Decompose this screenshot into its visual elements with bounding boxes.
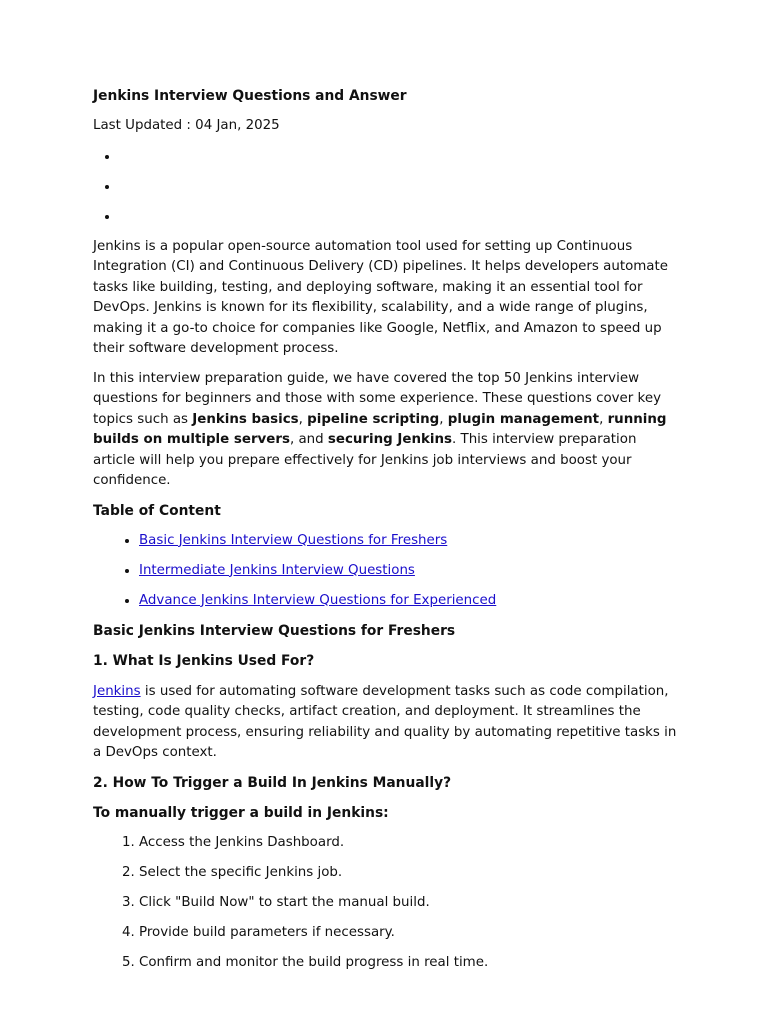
toc-title: Table of Content bbox=[93, 502, 221, 519]
toc-link-intermediate[interactable]: Intermediate Jenkins Interview Questions bbox=[139, 562, 415, 578]
table-of-content bbox=[93, 531, 678, 611]
toc-item bbox=[139, 561, 678, 581]
empty-bullet bbox=[119, 177, 678, 197]
question-2-subheading: To manually trigger a build in Jenkins: bbox=[93, 804, 389, 821]
build-steps bbox=[93, 833, 678, 973]
question-1-heading: 1. What Is Jenkins Used For? bbox=[93, 652, 315, 669]
guide-text: , and bbox=[289, 432, 328, 447]
step-item: 2. Select the specific Jenkins job. bbox=[139, 863, 678, 883]
step-item: 4. Provide build parameters if necessary. bbox=[139, 923, 678, 943]
share-bullets bbox=[93, 147, 678, 227]
topic-plugin-management: plugin management bbox=[447, 411, 600, 427]
step-item: 3. Click "Build Now" to start the manual build. bbox=[139, 893, 678, 913]
empty-bullet bbox=[119, 207, 678, 227]
guide-text: , bbox=[298, 411, 308, 427]
intro-paragraph: Jenkins is a popular open-source automation tool used for setting up Continuous Integration (CI) and Continuous Delivery (CD) pipelines. It helps developers automate tasks like building, testing, and deploying software, making it an essential tool for DevOps. Jenkins is known for its flexibility, scalability, and a wide range of plugins, making it a go-to choice for companies like Google, Netflix, and Amazon to speed up their software development process. bbox=[93, 238, 668, 356]
answer-text: is used for automating software development tasks such as code compilation, testing, code quality checks, artifact creation, and deployment. It streamlines the development process, ensuring reliability and quality by automating repetitive tasks in a DevOps context. bbox=[93, 683, 677, 760]
guide-text: In this interview preparation guide, we have covered the top 50 Jenkins interview questions for beginners and those with some experience. These questions cover key topics such as bbox=[93, 370, 661, 427]
toc-item bbox=[139, 531, 678, 551]
step-item: 5. Confirm and monitor the build progress in real time. bbox=[139, 953, 678, 973]
toc-item bbox=[139, 591, 678, 611]
guide-text: , bbox=[439, 411, 448, 427]
guide-text: , bbox=[599, 411, 608, 427]
question-1-answer bbox=[93, 682, 678, 764]
article bbox=[93, 86, 678, 983]
section-heading: Basic Jenkins Interview Questions for Freshers bbox=[93, 622, 456, 639]
article-title: Jenkins Interview Questions and Answer bbox=[93, 88, 407, 104]
last-updated: Last Updated : 04 Jan, 2025 bbox=[93, 118, 280, 133]
topic-securing-jenkins: securing Jenkins bbox=[327, 432, 452, 447]
empty-bullet bbox=[119, 147, 678, 167]
guide-text: . This interview preparation article will help you prepare effectively for Jenkins job interviews and boost your confidence. bbox=[93, 432, 637, 488]
topic-running-builds: running builds on multiple servers bbox=[93, 411, 667, 447]
toc-link-advance[interactable]: Advance Jenkins Interview Questions for Experienced bbox=[139, 592, 497, 608]
topic-pipeline-scripting: pipeline scripting bbox=[307, 411, 440, 427]
question-2-heading: 2. How To Trigger a Build In Jenkins Manually? bbox=[93, 774, 452, 791]
guide-paragraph bbox=[93, 369, 678, 492]
jenkins-link[interactable]: Jenkins bbox=[93, 683, 141, 699]
toc-link-basic[interactable]: Basic Jenkins Interview Questions for Freshers bbox=[139, 532, 448, 548]
topic-jenkins-basics: Jenkins basics bbox=[192, 411, 299, 427]
step-item: 1. Access the Jenkins Dashboard. bbox=[139, 833, 678, 853]
